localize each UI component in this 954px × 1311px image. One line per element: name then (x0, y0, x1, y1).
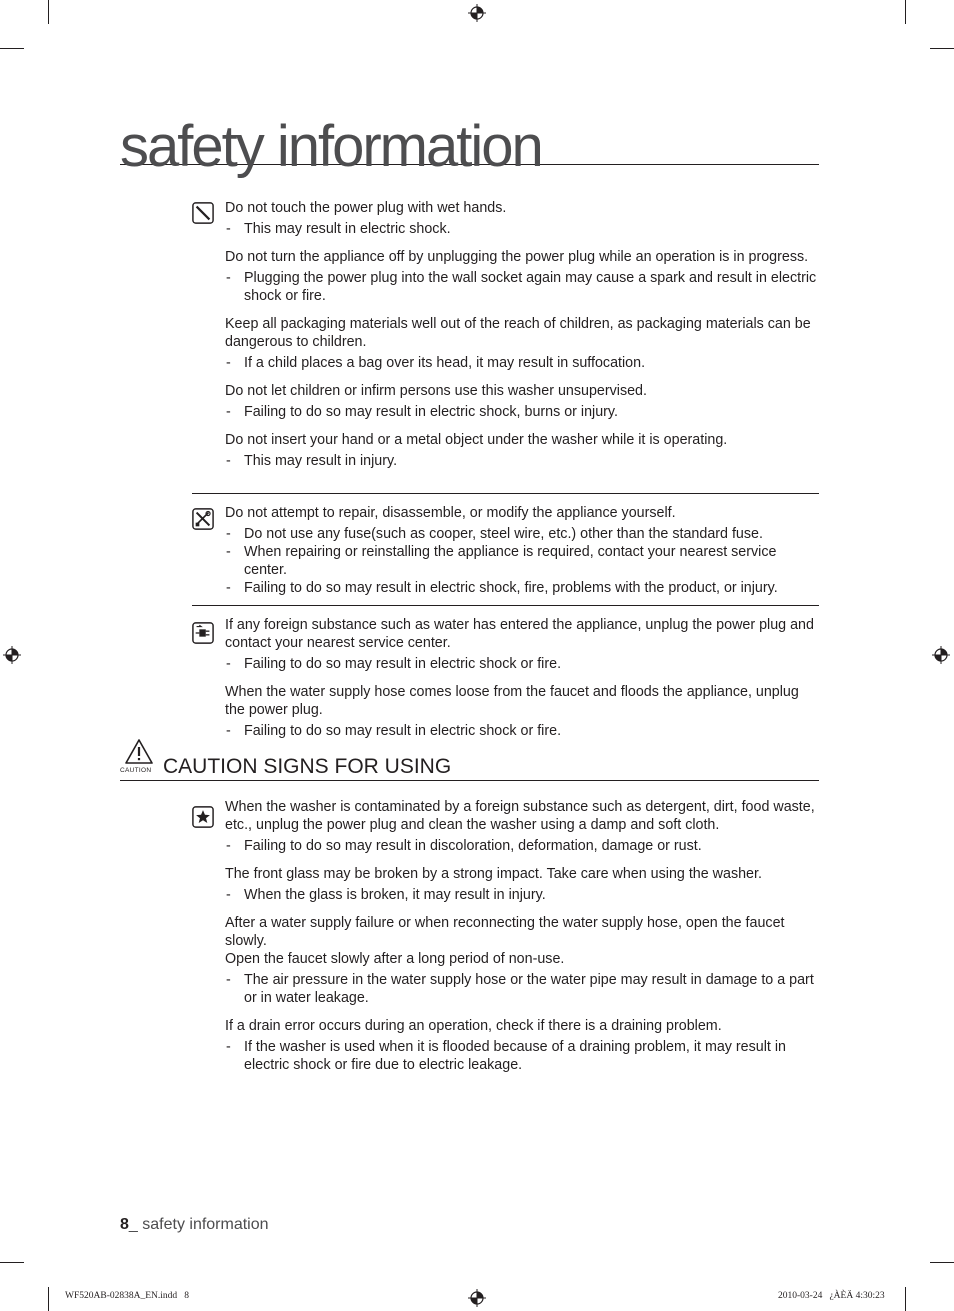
consequence-text: - Failing to do so may result in electric shock, fire, problems with the product, or injury. (225, 579, 819, 597)
crop-mark (48, 0, 49, 24)
warning-text: Keep all packaging materials well out of the reach of children, as packaging materials can be dangerous to children. (225, 316, 811, 350)
registration-mark-icon (3, 646, 21, 664)
consequence-text: - Do not use any fuse(such as cooper, steel wire, etc.) other than the standard fuse. (225, 525, 819, 543)
star-icon (192, 806, 214, 828)
warning-text: Do not insert your hand or a metal object under the washer while it is operating. (225, 432, 728, 448)
list-item (225, 248, 819, 305)
crop-mark (905, 1287, 906, 1311)
warning-section-no-disassemble (192, 493, 819, 607)
no-touch-icon (192, 202, 214, 224)
list-item (225, 315, 819, 372)
slug-timestamp: 2010-03-24 ¿ÀÈÄ 4:30:23 (778, 1291, 885, 1301)
consequence-text: - If the washer is used when it is flooded because of a draining problem, it may result in electric shock or fire due to electric leakage. (225, 1038, 819, 1074)
list-item (225, 382, 819, 421)
crop-mark (0, 48, 24, 49)
warning-text: When the water supply hose comes loose from the faucet and floods the appliance, unplug the power plug. (225, 684, 799, 718)
consequence-text: - When the glass is broken, it may result in injury. (225, 886, 819, 904)
crop-mark (905, 0, 906, 24)
consequence-text: - The air pressure in the water supply hose or the water pipe may result in damage to a part or in water leakage. (225, 971, 819, 1007)
consequence-text: - Failing to do so may result in electric shock or fire. (225, 722, 819, 740)
registration-mark-icon (932, 646, 950, 664)
caution-text: After a water supply failure or when reconnecting the water supply hose, open the faucet slowly. (225, 915, 785, 949)
list-item (225, 1017, 819, 1074)
list-item (225, 865, 819, 904)
list-item (225, 798, 819, 855)
registration-mark-icon (468, 1289, 486, 1307)
warning-section-unplug (192, 605, 819, 750)
consequence-text: - Failing to do so may result in electric shock, burns or injury. (225, 403, 819, 421)
list-item (225, 431, 819, 470)
unplug-icon (192, 622, 214, 644)
consequence-text: - This may result in injury. (225, 452, 819, 470)
caution-text: If a drain error occurs during an operation, check if there is a draining problem. (225, 1018, 722, 1034)
consequence-text: - If a child places a bag over its head, it may result in suffocation. (225, 354, 819, 372)
registration-mark-icon (468, 4, 486, 22)
caution-label: CAUTION (120, 767, 152, 774)
warning-text: Do not turn the appliance off by unplugging the power plug while an operation is in progress. (225, 249, 809, 265)
warning-text: Do not touch the power plug with wet hands. (225, 200, 507, 216)
page-number: 8 (120, 1216, 129, 1233)
slug-filename: WF520AB-02838A_EN.indd 8 (65, 1291, 190, 1301)
caution-triangle-icon (124, 738, 154, 765)
caution-section (192, 798, 819, 1084)
crop-mark (0, 1262, 24, 1263)
no-disassemble-icon (192, 508, 214, 530)
warning-text: Do not attempt to repair, disassemble, or modify the appliance yourself. (225, 505, 676, 521)
caution-heading (120, 738, 819, 781)
consequence-text: - Failing to do so may result in electric shock or fire. (225, 655, 819, 673)
caution-heading-text: CAUTION SIGNS FOR USING (163, 755, 452, 778)
consequence-text: - This may result in electric shock. (225, 220, 819, 238)
consequence-text: - When repairing or reinstalling the appliance is required, contact your nearest service center. (225, 543, 819, 579)
crop-mark (48, 1287, 49, 1311)
page-title: safety information (120, 112, 819, 165)
caution-text: The front glass may be broken by a strong impact. Take care when using the washer. (225, 866, 762, 882)
list-item (225, 914, 819, 1007)
warning-text: If any foreign substance such as water has entered the appliance, unplug the power plug and contact your nearest service center. (225, 617, 814, 651)
crop-mark (930, 1262, 954, 1263)
consequence-text: - Failing to do so may result in discoloration, deformation, damage or rust. (225, 837, 819, 855)
caution-text: Open the faucet slowly after a long period of non-use. (225, 951, 565, 967)
footer-label: _ safety information (128, 1216, 269, 1233)
list-item (225, 683, 819, 740)
caution-text: When the washer is contaminated by a foreign substance such as detergent, dirt, food waste, etc., unplug the power plug and clean the washer using a damp and soft cloth. (225, 799, 815, 833)
page-footer (120, 1216, 269, 1234)
list-item (225, 504, 819, 597)
warning-section-no-touch (192, 199, 819, 480)
consequence-text: - Plugging the power plug into the wall socket again may cause a spark and result in electric shock or fire. (225, 269, 819, 305)
list-item (225, 199, 819, 238)
list-item (225, 616, 819, 673)
warning-text: Do not let children or infirm persons use this washer unsupervised. (225, 383, 647, 399)
crop-mark (930, 48, 954, 49)
